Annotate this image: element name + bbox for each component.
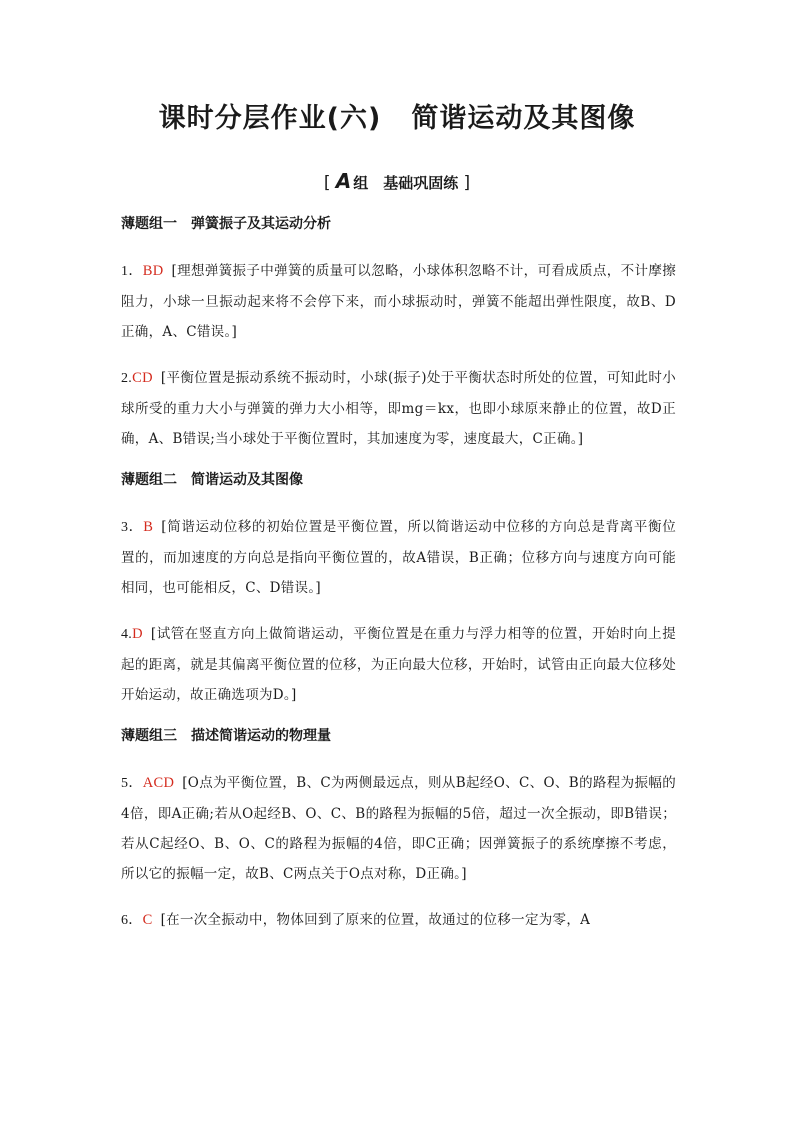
answer-explanation: [简谐运动位移的初始位置是平衡位置，所以简谐运动中位移的方向总是背离平衡位置的，而加速度的方向总是指向平衡位置的，故A错误，B正确；位移方向与速度方向可能相同，也可能相反，C、D错误。] — [121, 519, 676, 596]
question-4 — [121, 619, 676, 710]
answer-label: BD — [142, 263, 164, 279]
question-3 — [121, 512, 676, 603]
answer-content — [121, 214, 676, 952]
answer-label: CD — [132, 370, 153, 386]
answer-label: D — [132, 626, 143, 642]
section-heading-3: 薄题组三 描述简谐运动的物理量 — [121, 728, 331, 744]
question-number: 2. — [121, 371, 133, 386]
answer-label: ACD — [142, 775, 175, 791]
question-5 — [121, 768, 676, 889]
question-number: 5． — [121, 776, 143, 791]
question-number: 6． — [121, 913, 143, 928]
question-2 — [121, 363, 676, 454]
answer-explanation: [试管在竖直方向上做简谐运动，平衡位置是在重力与浮力相等的位置，开始时向上提起的距离，就是其偏离平衡位置的位移，为正向最大位移，开始时，试管由正向最大位移处开始运动，故正确选项为D。] — [121, 626, 676, 703]
answer-explanation: [O点为平衡位置，B、C为两侧最远点，则从B起经O、C、O、B的路程为振幅的4倍，即A正确;若从O起经B、O、C、B的路程为振幅的5倍，超过一次全振动，即B错误；若从C起经O、B、O、C的路程为振幅的4倍，即C正确；因弹簧振子的系统摩擦不考虑，所以它的振幅一定，故B、C两点关于O点对称，D正确。] — [121, 775, 676, 882]
section-heading-1: 薄题组一 弹簧振子及其运动分析 — [121, 216, 331, 232]
answer-explanation: [理想弹簧振子中弹簧的质量可以忽略，小球体积忽略不计，可看成质点，不计摩擦阻力，小球一旦振动起来将不会停下来，而小球振动时，弹簧不能超出弹性限度，故B、D正确，A、C错误。] — [121, 263, 676, 340]
page-title — [0, 96, 794, 135]
title-sub: 简谐运动及其图像 — [411, 103, 636, 134]
answer-label: B — [143, 519, 154, 535]
section-heading-2: 薄题组二 简谐运动及其图像 — [121, 472, 303, 488]
group-badge-icon: A — [335, 169, 352, 193]
question-number: 1． — [121, 264, 143, 279]
group-header — [0, 169, 794, 193]
group-header-label: 组 基础巩固练 — [353, 174, 459, 192]
answer-label: C — [142, 912, 153, 928]
title-main: 课时分层作业(六) — [158, 103, 382, 134]
answer-explanation: [平衡位置是振动系统不振动时，小球(振子)处于平衡状态时所处的位置，可知此时小球所受的重力大小与弹簧的弹力大小相等，即mg＝kx，也即小球原来静止的位置，故D正确，A、B错误;当小球处于平衡位置时，其加速度为零，速度最大，C正确。] — [121, 370, 676, 447]
answer-explanation: [在一次全振动中，物体回到了原来的位置，故通过的位移一定为零，A — [160, 912, 591, 928]
question-1 — [121, 256, 676, 347]
question-number: 4. — [121, 627, 133, 642]
group-header-open-bracket: [ — [323, 173, 331, 193]
question-number: 3． — [121, 520, 144, 535]
question-6 — [121, 905, 676, 936]
group-header-close-bracket: ] — [463, 173, 471, 193]
